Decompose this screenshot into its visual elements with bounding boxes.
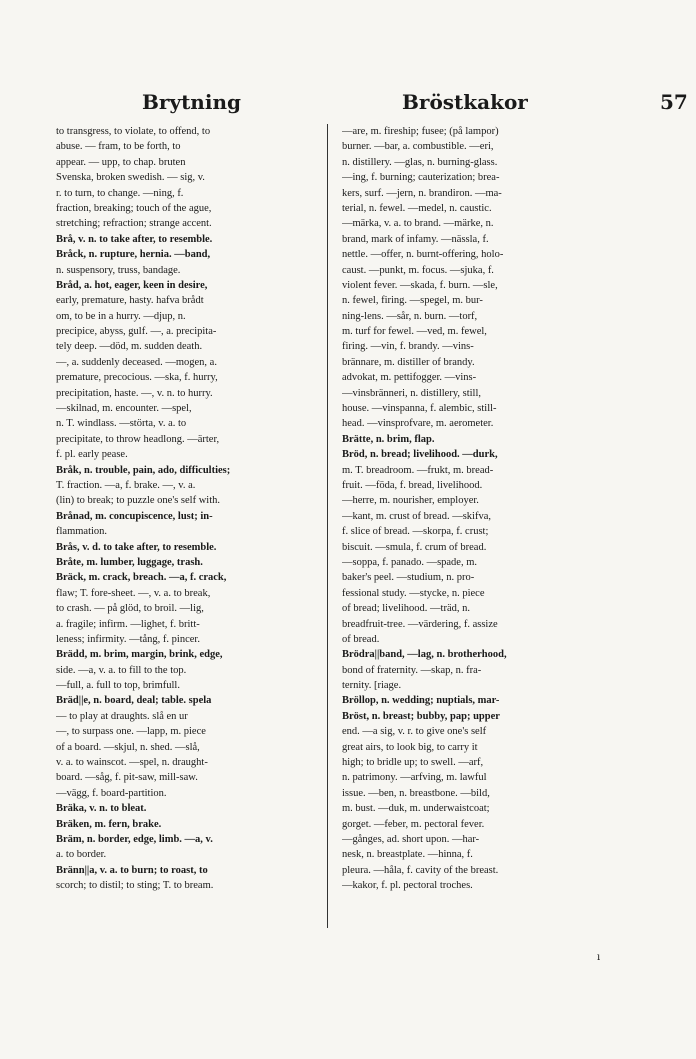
entry-line: f. pl. early pease. bbox=[56, 449, 128, 461]
entry-line: to crash. — på glöd, to broil. —lig, bbox=[56, 603, 204, 615]
entry-line: pleura. —håla, f. cavity of the breast. bbox=[342, 864, 499, 876]
entry-line: abuse. — fram, to be forth, to bbox=[56, 141, 181, 153]
entry-line: Brädd, m. brim, margin, brink, edge, bbox=[56, 649, 223, 661]
entry-line: n. suspensory, truss, bandage. bbox=[56, 264, 181, 276]
entry-line: gorget. —feber, m. pectoral fever. bbox=[342, 818, 485, 830]
entry-line: m. turf for fewel. —ved, m. fewel, bbox=[342, 326, 487, 338]
entry-line: board. —såg, f. pit-saw, mill-saw. bbox=[56, 772, 198, 784]
entry-line: caust. —punkt, m. focus. —sjuka, f. bbox=[342, 264, 494, 276]
entry-line: —, to surpass one. —lapp, m. piece bbox=[56, 726, 206, 738]
entry-line: Bränn||a, v. a. to burn; to roast, to bbox=[56, 864, 208, 876]
entry-line: nesk, n. breastplate. —hinna, f. bbox=[342, 849, 473, 861]
entry-line: om, to be in a hurry. —djup, n. bbox=[56, 310, 186, 322]
right-running-headword: Bröstkakor bbox=[402, 90, 528, 114]
entry-line: Brödra||band, —lag, n. brotherhood, bbox=[342, 649, 507, 661]
entry-line: stretching; refraction; strange accent. bbox=[56, 218, 212, 230]
entry-line: n. T. windlass. —störta, v. a. to bbox=[56, 418, 187, 430]
entry-line: Bräck, m. crack, breach. —a, f. crack, bbox=[56, 572, 227, 584]
entry-line: Bröllop, n. wedding; nuptials, mar- bbox=[342, 695, 500, 707]
entry-line: n. distillery. —glas, n. burning-glass. bbox=[342, 156, 498, 168]
entry-line: — to play at draughts. slå en ur bbox=[56, 710, 188, 722]
entry-line: high; to bridle up; to swell. —arf, bbox=[342, 757, 484, 769]
entry-line: of bread. bbox=[342, 633, 380, 645]
entry-line: m. bust. —duk, m. underwaistcoat; bbox=[342, 803, 490, 815]
entry-line: Bräm, n. border, edge, limb. —a, v. bbox=[56, 833, 213, 845]
entry-line: —soppa, f. panado. —spade, m. bbox=[342, 556, 478, 568]
entry-line: end. —a sig, v. r. to give one's self bbox=[342, 726, 487, 738]
entry-line: —skilnad, m. encounter. —spel, bbox=[56, 403, 192, 415]
entry-line: fraction, breaking; touch of the ague, bbox=[56, 202, 212, 214]
entry-line: violent fever. —skada, f. burn. —sle, bbox=[342, 279, 498, 291]
entry-line: ning-lens. —sår, n. burn. —torf, bbox=[342, 310, 478, 322]
entry-line: appear. — upp, to chap. bruten bbox=[56, 156, 186, 168]
entry-line: Bråk, n. trouble, pain, ado, difficulties; bbox=[56, 464, 231, 476]
entry-line: great airs, to look big, to carry it bbox=[342, 741, 478, 753]
entry-line: —gånges, ad. short upon. —har- bbox=[342, 833, 480, 845]
page-number: 57 bbox=[660, 90, 688, 114]
entry-line: side. —a, v. a. to fill to the top. bbox=[56, 664, 187, 676]
entry-line: a. to border. bbox=[56, 849, 107, 861]
entry-line: Svenska, broken swedish. — sig, v. bbox=[56, 172, 205, 184]
entry-line: brand, mark of infamy. —nässla, f. bbox=[342, 233, 489, 245]
entry-line: issue. —ben, n. breastbone. —bild, bbox=[342, 787, 490, 799]
stray-mark: ı bbox=[597, 952, 601, 963]
entry-line: n. fewel, firing. —spegel, m. bur- bbox=[342, 295, 483, 307]
entry-line: —kant, m. crust of bread. —skifva, bbox=[342, 510, 492, 522]
entry-line: (lin) to break; to puzzle one's self with. bbox=[56, 495, 221, 507]
entry-line: flaw; T. fore-sheet. —, v. a. to break, bbox=[56, 587, 211, 599]
column-divider bbox=[327, 124, 328, 928]
entry-line: —kakor, f. pl. pectoral troches. bbox=[342, 880, 473, 892]
entry-line: bond of fraternity. —skap, n. fra- bbox=[342, 664, 482, 676]
entry-line: Bråd, a. hot, eager, keen in desire, bbox=[56, 279, 208, 291]
entry-line: —full, a. full to top, brimfull. bbox=[56, 680, 180, 692]
entry-line: —vinsbränneri, n. distillery, still, bbox=[342, 387, 482, 399]
entry-line: Brå, v. n. to take after, to resemble. bbox=[56, 233, 213, 245]
entry-line: Bräka, v. n. to bleat. bbox=[56, 803, 147, 815]
page-header bbox=[0, 86, 696, 118]
entry-line: terial, n. fewel. —medel, n. caustic. bbox=[342, 202, 492, 214]
entry-line: breadfruit-tree. —värdering, f. assize bbox=[342, 618, 498, 630]
entry-line: ternity. [riage. bbox=[342, 680, 402, 692]
entry-line: of a board. —skjul, n. shed. —slå, bbox=[56, 741, 200, 753]
entry-line: Bräd||e, n. board, deal; table. spela bbox=[56, 695, 212, 707]
entry-line: —vägg, f. board-partition. bbox=[56, 787, 167, 799]
entry-line: tely deep. —död, m. sudden death. bbox=[56, 341, 203, 353]
entry-line: precipitate, to throw headlong. —ärter, bbox=[56, 433, 220, 445]
entry-line: biscuit. —smula, f. crum of bread. bbox=[342, 541, 487, 553]
right-column bbox=[342, 124, 598, 894]
entry-line: fruit. —föda, f. bread, livelihood. bbox=[342, 479, 483, 491]
entry-line: T. fraction. —a, f. brake. —, v. a. bbox=[56, 479, 196, 491]
entry-line: Bräken, m. fern, brake. bbox=[56, 818, 162, 830]
entry-line: Brätte, n. brim, flap. bbox=[342, 433, 435, 445]
entry-line: brännare, m. distiller of brandy. bbox=[342, 356, 475, 368]
entry-line: Brånad, m. concupiscence, lust; in- bbox=[56, 510, 213, 522]
entry-line: Bråck, n. rupture, hernia. —band, bbox=[56, 249, 211, 261]
entry-line: —herre, m. nourisher, employer. bbox=[342, 495, 479, 507]
entry-line: head. —vinsprofvare, m. aerometer. bbox=[342, 418, 494, 430]
entry-line: precipice, abyss, gulf. —, a. precipita- bbox=[56, 326, 217, 338]
entry-line: house. —vinspanna, f. alembic, still- bbox=[342, 403, 497, 415]
entry-line: m. T. breadroom. —frukt, m. bread- bbox=[342, 464, 494, 476]
entry-line: —are, m. fireship; fusee; (på lampor) bbox=[342, 126, 499, 137]
entry-line: fessional study. —stycke, n. piece bbox=[342, 587, 485, 599]
entry-line: n. patrimony. —arfving, m. lawful bbox=[342, 772, 487, 784]
entry-line: scorch; to distil; to sting; T. to bream. bbox=[56, 880, 214, 892]
entry-line: of bread; livelihood. —träd, n. bbox=[342, 603, 471, 615]
left-column bbox=[56, 124, 320, 894]
entry-line: precipitation, haste. —, v. n. to hurry. bbox=[56, 387, 213, 399]
entry-line: —, a. suddenly deceased. —mogen, a. bbox=[56, 356, 217, 368]
entry-line: Bröst, n. breast; bubby, pap; upper bbox=[342, 710, 500, 722]
entry-line: to transgress, to violate, to offend, to bbox=[56, 126, 211, 137]
entry-line: —ing, f. burning; cauterization; brea- bbox=[342, 172, 500, 184]
entry-line: kers, surf. —jern, n. brandiron. —ma- bbox=[342, 187, 502, 199]
entry-line: Bröd, n. bread; livelihood. —durk, bbox=[342, 449, 498, 461]
left-running-headword: Brytning bbox=[142, 90, 241, 114]
entry-line: r. to turn, to change. —ning, f. bbox=[56, 187, 184, 199]
entry-line: —märka, v. a. to brand. —märke, n. bbox=[342, 218, 494, 230]
entry-line: burner. —bar, a. combustible. —eri, bbox=[342, 141, 494, 153]
entry-line: flammation. bbox=[56, 526, 108, 538]
entry-line: advokat, m. pettifogger. —vins- bbox=[342, 372, 477, 384]
entry-line: early, premature, hasty. hafva brådt bbox=[56, 295, 204, 307]
entry-line: Bråte, m. lumber, luggage, trash. bbox=[56, 556, 203, 568]
entry-line: nettle. —offer, n. burnt-offering, holo- bbox=[342, 249, 504, 261]
entry-line: Brås, v. d. to take after, to resemble. bbox=[56, 541, 217, 553]
entry-line: f. slice of bread. —skorpa, f. crust; bbox=[342, 526, 489, 538]
entry-line: baker's peel. —studium, n. pro- bbox=[342, 572, 475, 584]
entry-line: v. a. to wainscot. —spel, n. draught- bbox=[56, 757, 208, 769]
entry-line: firing. —vin, f. brandy. —vins- bbox=[342, 341, 474, 353]
entry-line: a. fragile; infirm. —lighet, f. britt- bbox=[56, 618, 200, 630]
entry-line: premature, precocious. —ska, f. hurry, bbox=[56, 372, 218, 384]
entry-line: leness; infirmity. —tång, f. pincer. bbox=[56, 633, 200, 645]
